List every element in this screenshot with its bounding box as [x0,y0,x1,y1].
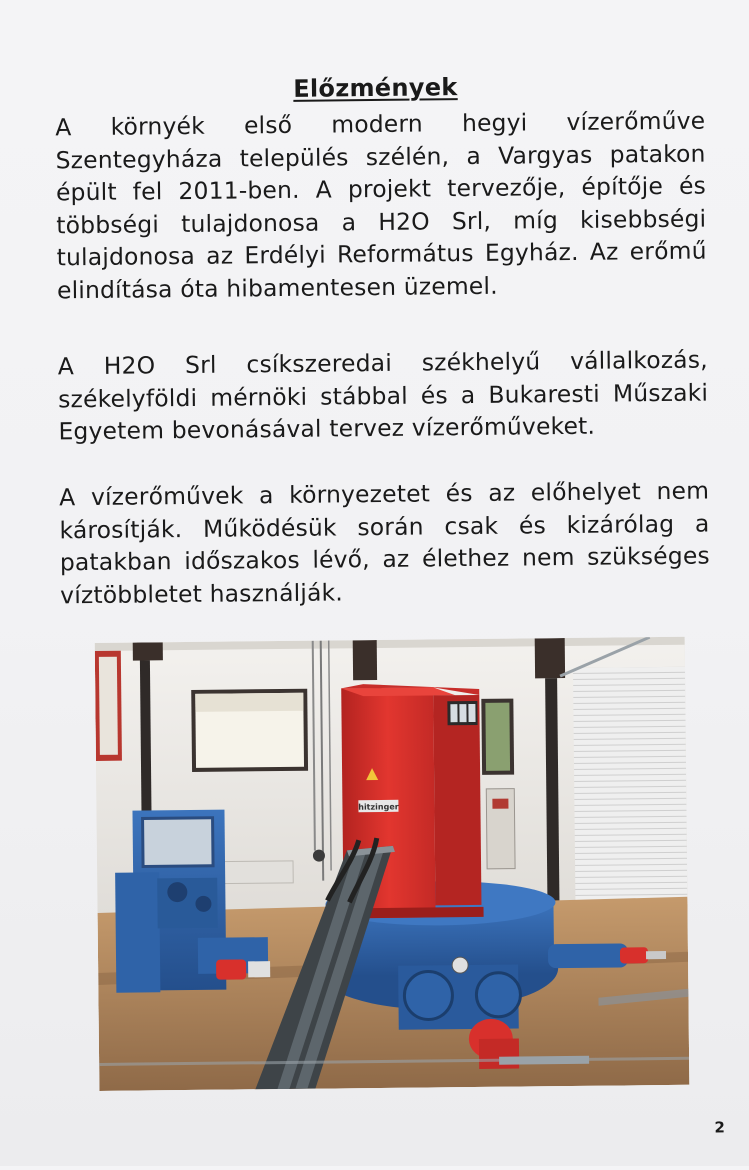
paragraph-1: A környék első modern hegyi vízerőműve Szentegyháza település szélén, a Vargyas patakon épült fel 2011-ben. A projekt tervezője, építője és többségi tulajdonosa a H2O Srl, míg kisebbségi tulajdonosa az Erdélyi Református Egyház. Az erőmű elindítása óta hibamentesen üzemel. [55,106,707,304]
paragraph-3: A vízerőművek a környezetet és az előhelyet nem károsítják. Működésük során csak és kizárólag a patakban időszakos lévő, az élethez nem szükséges víztöbbletet használják. [59,476,710,609]
paragraph-2: A H2O Srl csíkszeredai székhelyű vállalkozás, székelyföldi mérnöki stábbal és a Bukaresti Műszaki Egyetem bevonásával tervez vízerőműveket. [57,345,709,446]
page-number: 2 [714,1118,725,1137]
power-plant-photo [95,637,690,1091]
page-title: Előzmények [293,73,458,103]
generator-brand-label: hitzinger [358,802,399,812]
